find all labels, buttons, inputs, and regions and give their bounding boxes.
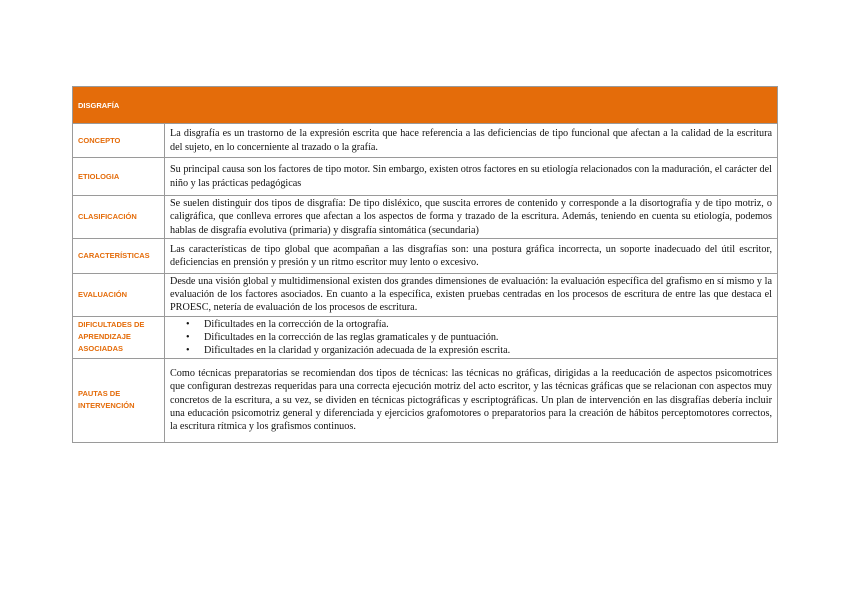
table-row	[73, 274, 778, 317]
table-row	[73, 124, 778, 158]
row-label-pautas: PAUTAS DE INTERVENCIÓN	[73, 358, 165, 442]
row-text-etiologia: Su principal causa son los factores de tipo motor. Sin embargo, existen otros factores en su etiología relacionados con la maduración, el carácter del niño y las prácticas pedagógicas	[165, 158, 778, 196]
row-text-caracteristicas: Las características de tipo global que acompañan a las disgrafías son: una postura gráfica incorrecta, un soporte inadecuado del útil escritor, deficiencias en prensión y presión y un ritmo escritor muy lento o excesivo.	[165, 239, 778, 274]
row-label-evaluacion: EVALUACIÓN	[73, 274, 165, 317]
row-label-etiologia: ETIOLOGIA	[73, 158, 165, 196]
difficulties-list	[170, 318, 772, 357]
list-item-text: Dificultades en la claridad y organización adecuada de la expresión escrita.	[204, 344, 511, 356]
table-row	[73, 358, 778, 442]
row-label-concepto: CONCEPTO	[73, 124, 165, 158]
row-label-dificultades: DIFICULTADES DE APRENDIZAJE ASOCIADAS	[73, 316, 165, 358]
row-label-clasificacion: CLASIFICACIÓN	[73, 196, 165, 239]
row-text-pautas: Como técnicas preparatorias se recomiendan dos tipos de técnicas: las técnicas no gráficas, dirigidas a la reeducación de aspectos psicomotrices que configuran destrezas requeridas para una correcta ejecución motriz del acto escritor, y las técnicas gráficas que se relacionan con aspectos muy concretos de la escritura, a su vez, se dividen en técnicas pictográficas y escriptográficas. Un plan de intervención en las disgrafías debería incluir una educación psicomotriz general y diferenciada y ejercicios grafomotores o preparatorios para la creación de hábitos perceptomotores correctos, la escritura rítmica y los grafismos continuos.	[165, 358, 778, 442]
list-item-text: Dificultades en la corrección de la ortografía.	[204, 318, 389, 330]
row-text-concepto: La disgrafía es un trastorno de la expresión escrita que hace referencia a las deficiencias de tipo funcional que afectan a la calidad de la escritura del sujeto, en lo concerniente al trazado o la grafía.	[165, 124, 778, 158]
list-item	[186, 331, 772, 344]
table-row	[73, 196, 778, 239]
table-title: DISGRAFÍA	[73, 87, 778, 124]
table-header-row	[73, 87, 778, 124]
bullet-icon: •	[186, 344, 190, 356]
bullet-icon: •	[186, 318, 190, 330]
row-text-evaluacion: Desde una visión global y multidimensional existen dos grandes dimensiones de evaluación: la evaluación específica del grafismo en sí mismo y la evaluación de los factores asociados. En cuanto a la específica, existen pruebas centradas en los procesos de escritura de entre las que destaca el PROESC, netería de evaluación de los procesos de escritura.	[165, 274, 778, 317]
row-list-dificultades	[165, 316, 778, 358]
disgrafia-table	[72, 86, 778, 443]
list-item	[186, 344, 772, 357]
table-row	[73, 239, 778, 274]
row-text-clasificacion: Se suelen distinguir dos tipos de disgrafía: De tipo disléxico, que suscita errores de contenido y corresponde a la disortografía y de tipo motriz, o caligráfica, que conlleva errores que afectan a los aspectos de forma y trazado de la escritura. Además, teniendo en cuenta su etiología, podemos hablas de disgrafía evolutiva (primaria) y disgrafía sintomática (secundaria)	[165, 196, 778, 239]
row-label-caracteristicas: CARACTERÍSTICAS	[73, 239, 165, 274]
bullet-icon: •	[186, 331, 190, 343]
table-row	[73, 158, 778, 196]
table-row	[73, 316, 778, 358]
list-item	[186, 318, 772, 331]
list-item-text: Dificultades en la corrección de las reglas gramaticales y de puntuación.	[204, 331, 499, 343]
